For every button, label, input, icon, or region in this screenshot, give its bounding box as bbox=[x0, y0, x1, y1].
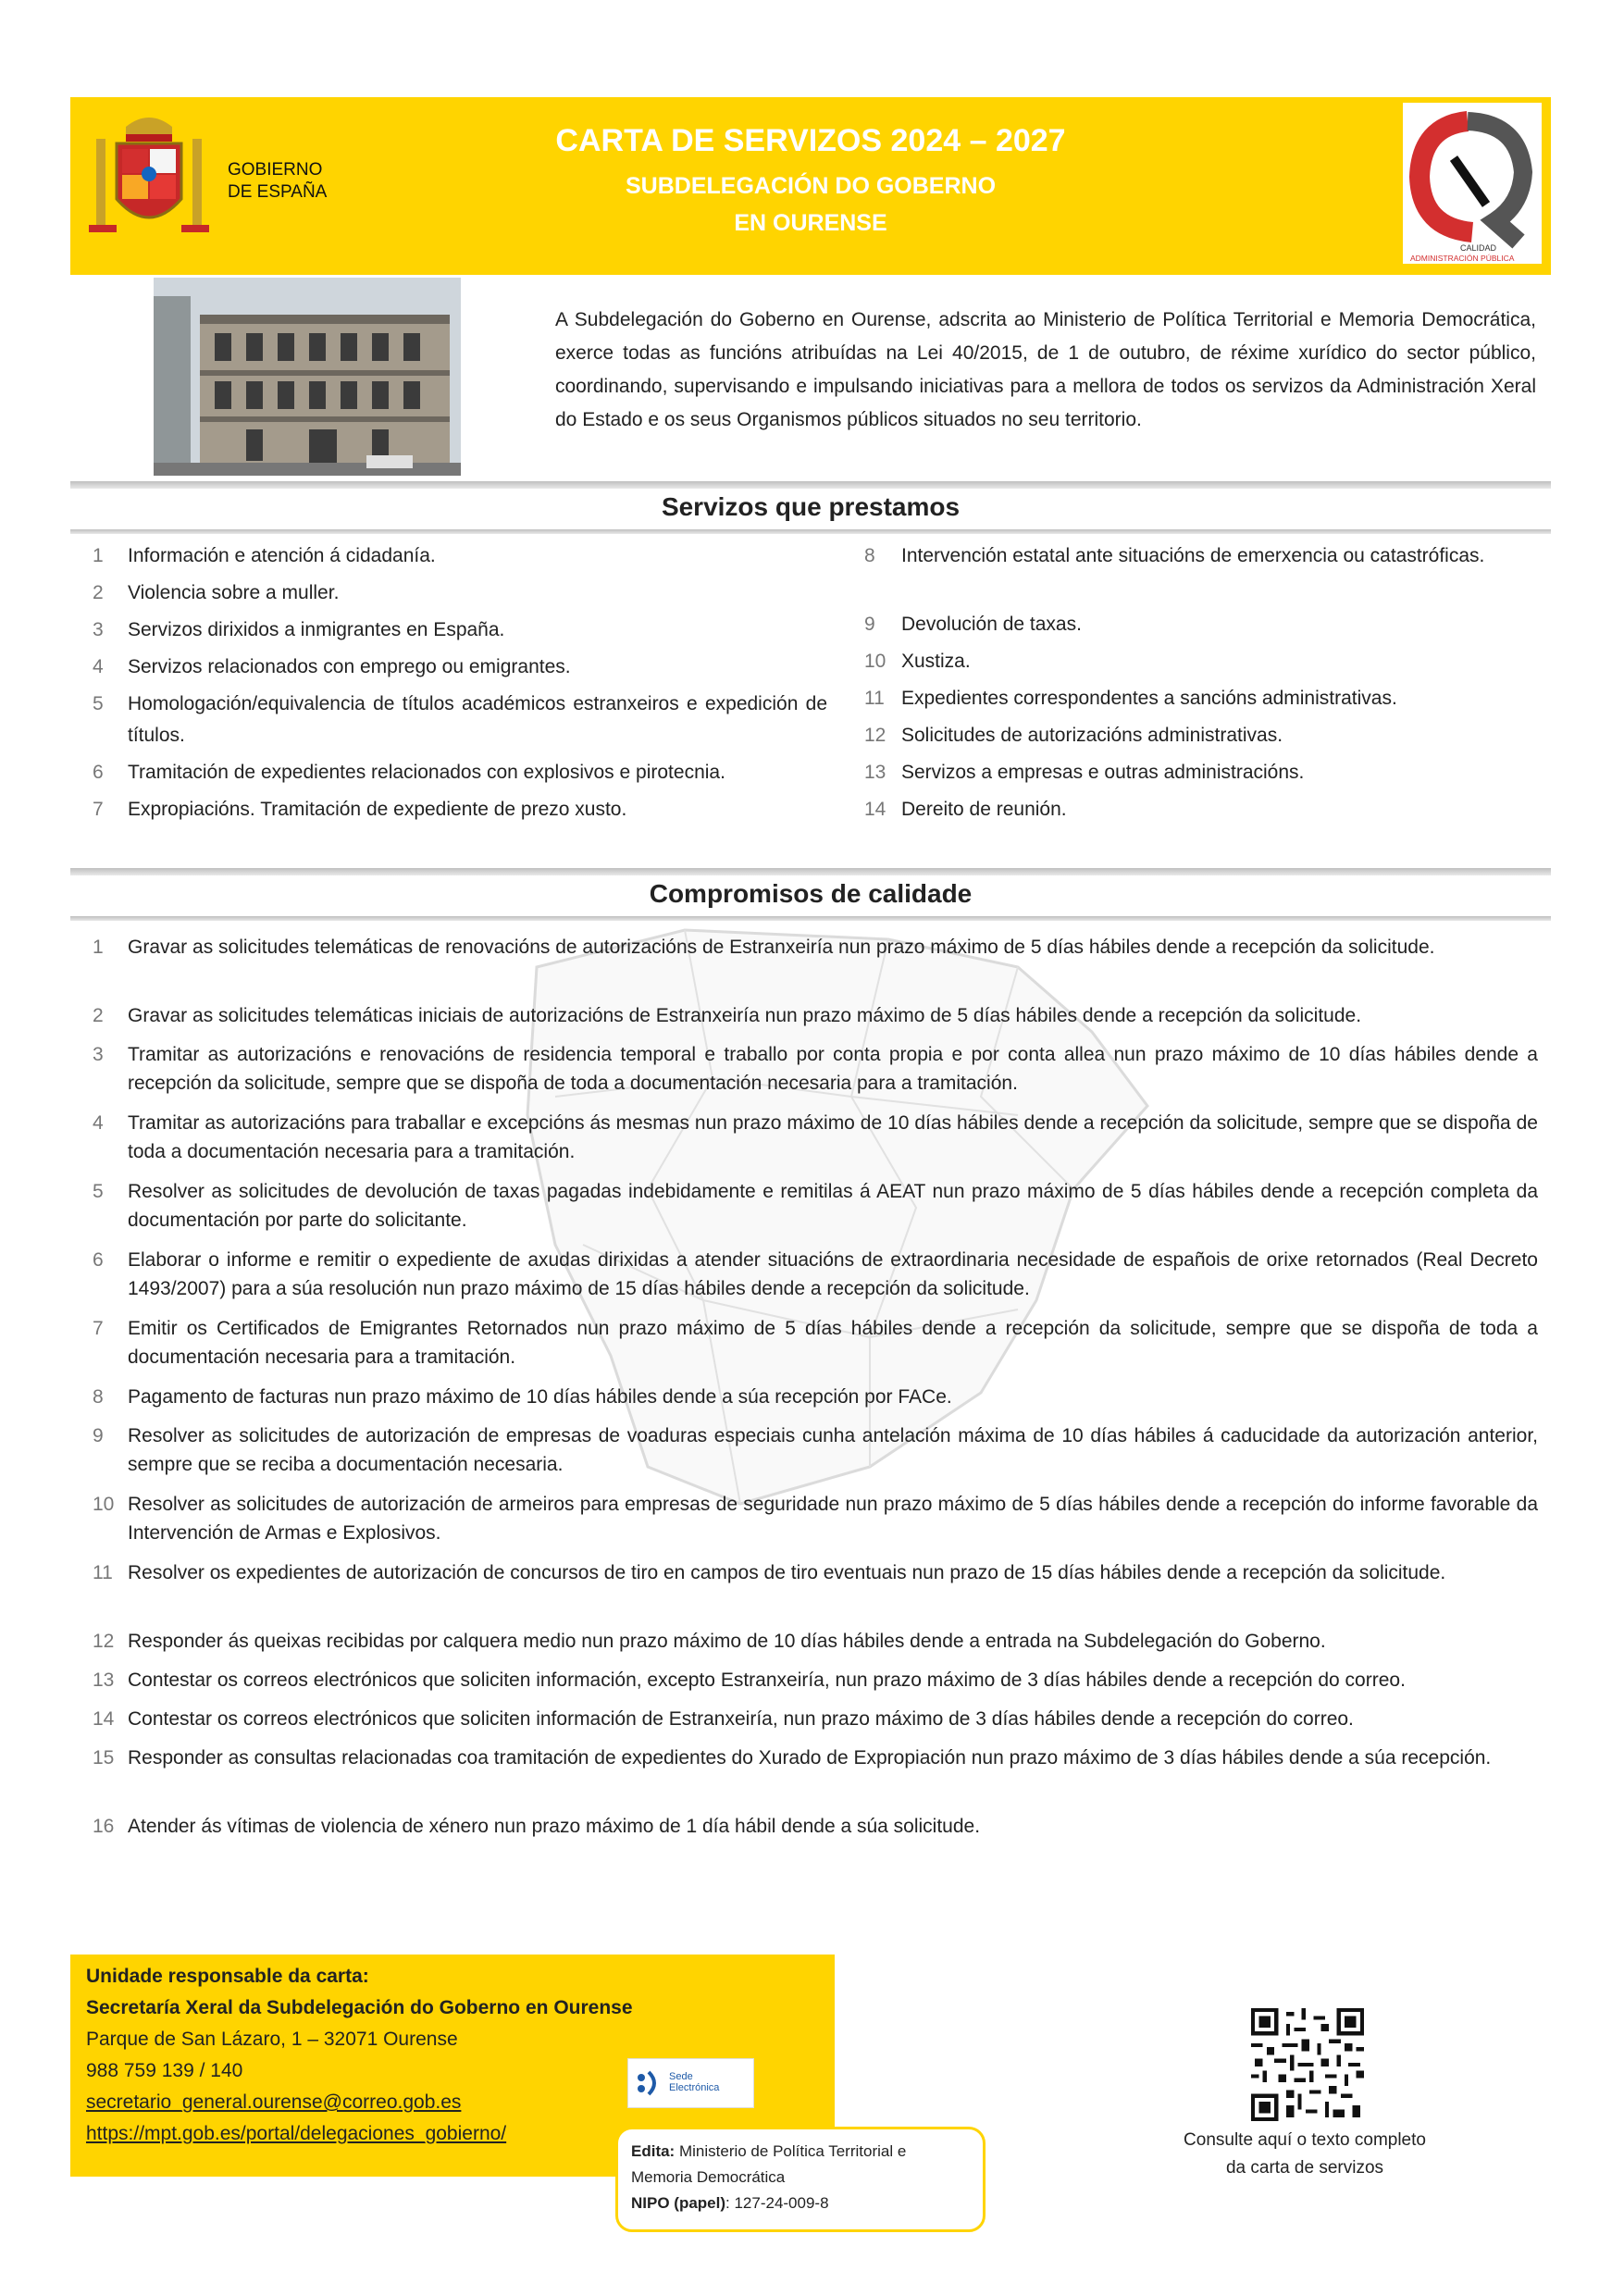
svg-text:ADMINISTRACIÓN PÚBLICA: ADMINISTRACIÓN PÚBLICA bbox=[1410, 254, 1515, 263]
svg-text:DE ESPAÑA: DE ESPAÑA bbox=[228, 182, 328, 202]
unit-name: Secretaría Xeral da Subdelegación do Goberno en Ourense bbox=[86, 1997, 633, 2018]
address: Parque de San Lázaro, 1 – 32071 Ourense bbox=[86, 2029, 458, 2050]
calidad-administracion-publica-logo bbox=[1403, 103, 1542, 264]
header-banner bbox=[70, 97, 1551, 275]
page-subtitle-line1: SUBDELEGACIÓN DO GOBERNO bbox=[625, 173, 997, 199]
page-subtitle-line2: EN OURENSE bbox=[734, 210, 887, 236]
building-photo bbox=[154, 278, 461, 476]
qr-code[interactable] bbox=[1251, 2008, 1364, 2121]
section-divider-top bbox=[70, 868, 1551, 875]
section-divider-top bbox=[70, 481, 1551, 489]
unit-label: Unidade responsable da carta: bbox=[86, 1966, 369, 1987]
qr-caption: Consulte aquí o texto completo da carta de servizos bbox=[1184, 2130, 1426, 2178]
edita-line-2: Memoria Democrática bbox=[631, 2168, 786, 2186]
svg-text:GOBIERNO: GOBIERNO bbox=[228, 160, 323, 180]
intro-paragraph: A Subdelegación do Goberno en Ourense, adscrita ao Ministerio de Política Territorial e Memoria Democrática, exerce todas as funcións atribuídas na Lei 40/2015, de 1 de outubro, de réxime xurídico do sector público, coordinando, supervisando e impulsando iniciativas para a mellora de todos os servizos da Administración Xeral do Estado e os seus Organismos públicos situados no seu territorio. bbox=[555, 309, 1536, 430]
website-link[interactable]: https://mpt.gob.es/portal/delegaciones_gobierno/ bbox=[86, 2123, 507, 2144]
phone-numbers: 988 759 139 / 140 bbox=[86, 2060, 243, 2081]
svg-text:CALIDAD: CALIDAD bbox=[1460, 243, 1497, 253]
quality-q-icon bbox=[1403, 103, 1542, 264]
services-title: Servizos que prestamos bbox=[661, 492, 961, 521]
sede-electronica-logo[interactable] bbox=[627, 2058, 754, 2108]
services-list-right: 8 Intervención estatal ante situacións de emerxencia ou catastróficas. 9 Devolución de taxas. 10 Xustiza. 11 Expedientes correspondentes a sancións administrativas. 12 Solicitudes de autorizacións administrativas. 13 Servizos a empresas e outras administracións. 14 Dereito de reunión. bbox=[864, 545, 1485, 820]
commitments-list: 1 Gravar as solicitudes telemáticas de renovacións de autorizacións de Estranxeiría nun prazo máximo de 5 días hábiles dende a recepción da solicitude. 2 Gravar as solicitudes telemáticas iniciais de autorizacións de Estranxeiría nun prazo máximo de 5 días hábiles dende a recepción da solicitude. 3 Tramitar as autorizacións e renovacións de residencia temporal e traballo por conta propia e por conta allea nun prazo máximo de 10 días hábiles dende a recepción da solicitude, sempre que se dispoña de toda a documentación necesaria para a tramitación. 4 Tramitar as autorizacións para traballar e excepcións ás mesmas nun prazo máximo de 10 días hábiles dende a recepción da solicitude, sempre que se dispoña de toda a documentación necesaria para a tramitación. 5 Resolver as solicitudes de devolución de taxas pagadas indebidamente e remitilas á AEAT nun prazo máximo de 5 días hábiles dende a recepción completa da documentación por parte do solicitante. 6 Elaborar o informe e remitir o expediente de axudas dirixidas a atender situacións de extraordinaria necesidade de españois de orixe retornados (Real Decreto 1493/2007) para a súa resolución nun prazo máximo de 15 días hábiles dende a recepción da solicitude. 7 Emitir os Certificados de Emigrantes Retornados nun prazo máximo de 5 días hábiles dende a recepción da solicitude, sempre que se dispoña de toda a documentación necesaria para a tramitación. 8 Pagamento de facturas nun prazo máximo de 10 días hábiles dende a súa recepción por FACe. 9 Resolver as solicitudes de autorización de empresas de voaduras especiais cunha antelación máxima de 10 días hábiles á caducidade da autorización anterior, sempre que se reciba a documentación necesaria. 10 Resolver as solicitudes de autorización de armeiros para empresas de seguridade nun prazo máximo de 5 días hábiles dende a recepción do informe favorable da Intervención de Armas e Explosivos. 11 Resolver os expedientes de autorización de concursos de tiro en campos de tiro eventuais nun prazo de 15 días hábiles dende a recepción da solicitude. 12 Responder ás queixas recibidas por calquera medio nun prazo máximo de 10 días hábiles dende a entrada na Subdelegación do Goberno. 13 Contestar os correos electrónicos que soliciten información, excepto Estranxeiría, nun prazo máximo de 3 días hábiles dende a recepción do correo. 14 Contestar os correos electrónicos que soliciten información de Estranxeiría, nun prazo máximo de 3 días hábiles dende a recepción do correo. 15 Responder as consultas relacionadas coa tramitación de expedientes do Xurado de Expropiación nun prazo máximo de 3 días hábiles dende a súa recepción. 16 Atender ás vítimas de violencia de xénero nun prazo máximo de 1 día hábil dende a súa solicitude. bbox=[93, 937, 1538, 1837]
email-link[interactable]: secretario_general.ourense@correo.gob.es bbox=[86, 2091, 462, 2113]
section-divider-bottom bbox=[70, 529, 1551, 534]
svg-text:Electrónica: Electrónica bbox=[669, 2082, 720, 2093]
nipo-line: NIPO (papel): 127-24-009-8 bbox=[631, 2194, 829, 2212]
page-title: CARTA DE SERVIZOS 2024 – 2027 bbox=[555, 123, 1066, 158]
edita-box bbox=[615, 2127, 986, 2232]
commitments-title: Compromisos de calidade bbox=[649, 879, 973, 908]
edita-line-1: Edita: Ministerio de Política Territorial e bbox=[631, 2142, 907, 2160]
services-list-left: 1 Información e atención á cidadanía. 2 Violencia sobre a muller. 3 Servizos dirixidos a inmigrantes en España. 4 Servizos relacionados con emprego ou emigrantes. 5 Homologación/equivalencia de títulos académicos estranxeiros e expedición de títulos. 6 Tramitación de expedientes relacionados con explosivos e pirotecnia. 7 Expropiacións. Tramitación de expediente de prezo xusto. bbox=[93, 545, 827, 820]
svg-text:Sede: Sede bbox=[669, 2071, 693, 2082]
